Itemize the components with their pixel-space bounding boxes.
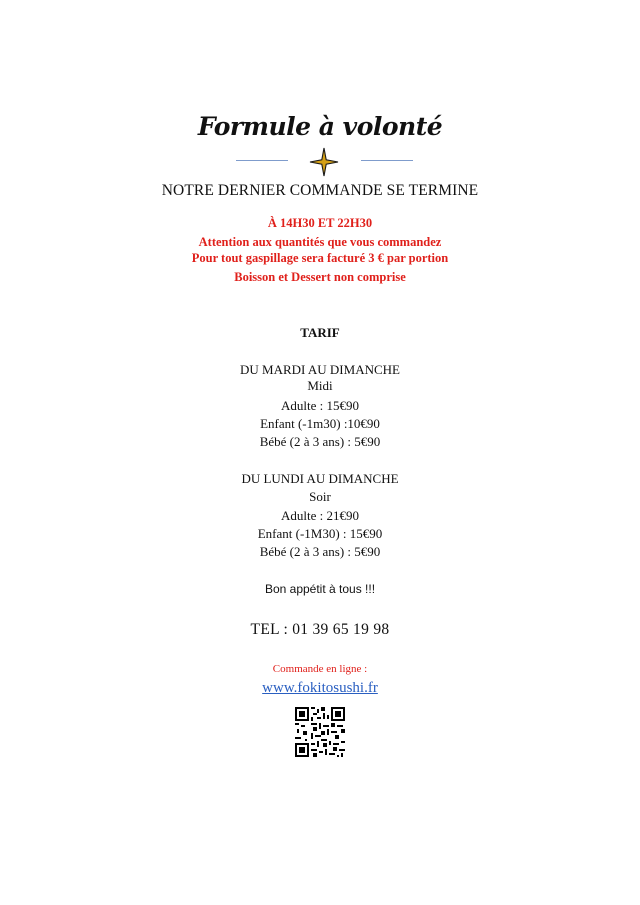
phone-number: TEL : 01 39 65 19 98 <box>250 621 390 638</box>
divider-line-right <box>361 160 413 161</box>
qr-code-icon[interactable] <box>295 707 345 757</box>
online-order-label: Commande en ligne : <box>272 663 368 675</box>
website-link[interactable]: www.fokitosushi.fr <box>262 680 378 696</box>
quantity-warning: Attention aux quantités que vous commandez <box>198 235 442 249</box>
page-title: Formule à volonté <box>197 112 443 141</box>
dinner-adult-price: Adulte : 21€90 <box>281 508 359 523</box>
dinner-days: DU LUNDI AU DIMANCHE <box>241 471 399 486</box>
closing-hours: À 14H30 ET 22H30 <box>267 216 373 230</box>
star-ornament-icon <box>309 147 339 177</box>
tarif-heading: TARIF <box>300 325 340 340</box>
lunch-adult-price: Adulte : 15€90 <box>281 398 359 413</box>
last-order-headline: NOTRE DERNIER COMMANDE SE TERMINE <box>161 182 479 199</box>
waste-fee-warning: Pour tout gaspillage sera facturé 3 € par portion <box>191 251 449 265</box>
dinner-baby-price: Bébé (2 à 3 ans) : 5€90 <box>259 544 381 559</box>
website-link-row <box>0 679 640 697</box>
divider-line-left <box>236 160 288 161</box>
dinner-period: Soir <box>309 489 331 504</box>
greeting: Bon appétit à tous !!! <box>264 582 376 596</box>
dinner-child-price: Enfant (-1M30) : 15€90 <box>257 526 383 541</box>
lunch-child-price: Enfant (-1m30) :10€90 <box>260 416 380 431</box>
lunch-period: Midi <box>307 378 333 393</box>
lunch-days: DU MARDI AU DIMANCHE <box>240 362 400 377</box>
exclusions-note: Boisson et Dessert non comprise <box>234 270 406 284</box>
lunch-baby-price: Bébé (2 à 3 ans) : 5€90 <box>259 434 381 449</box>
